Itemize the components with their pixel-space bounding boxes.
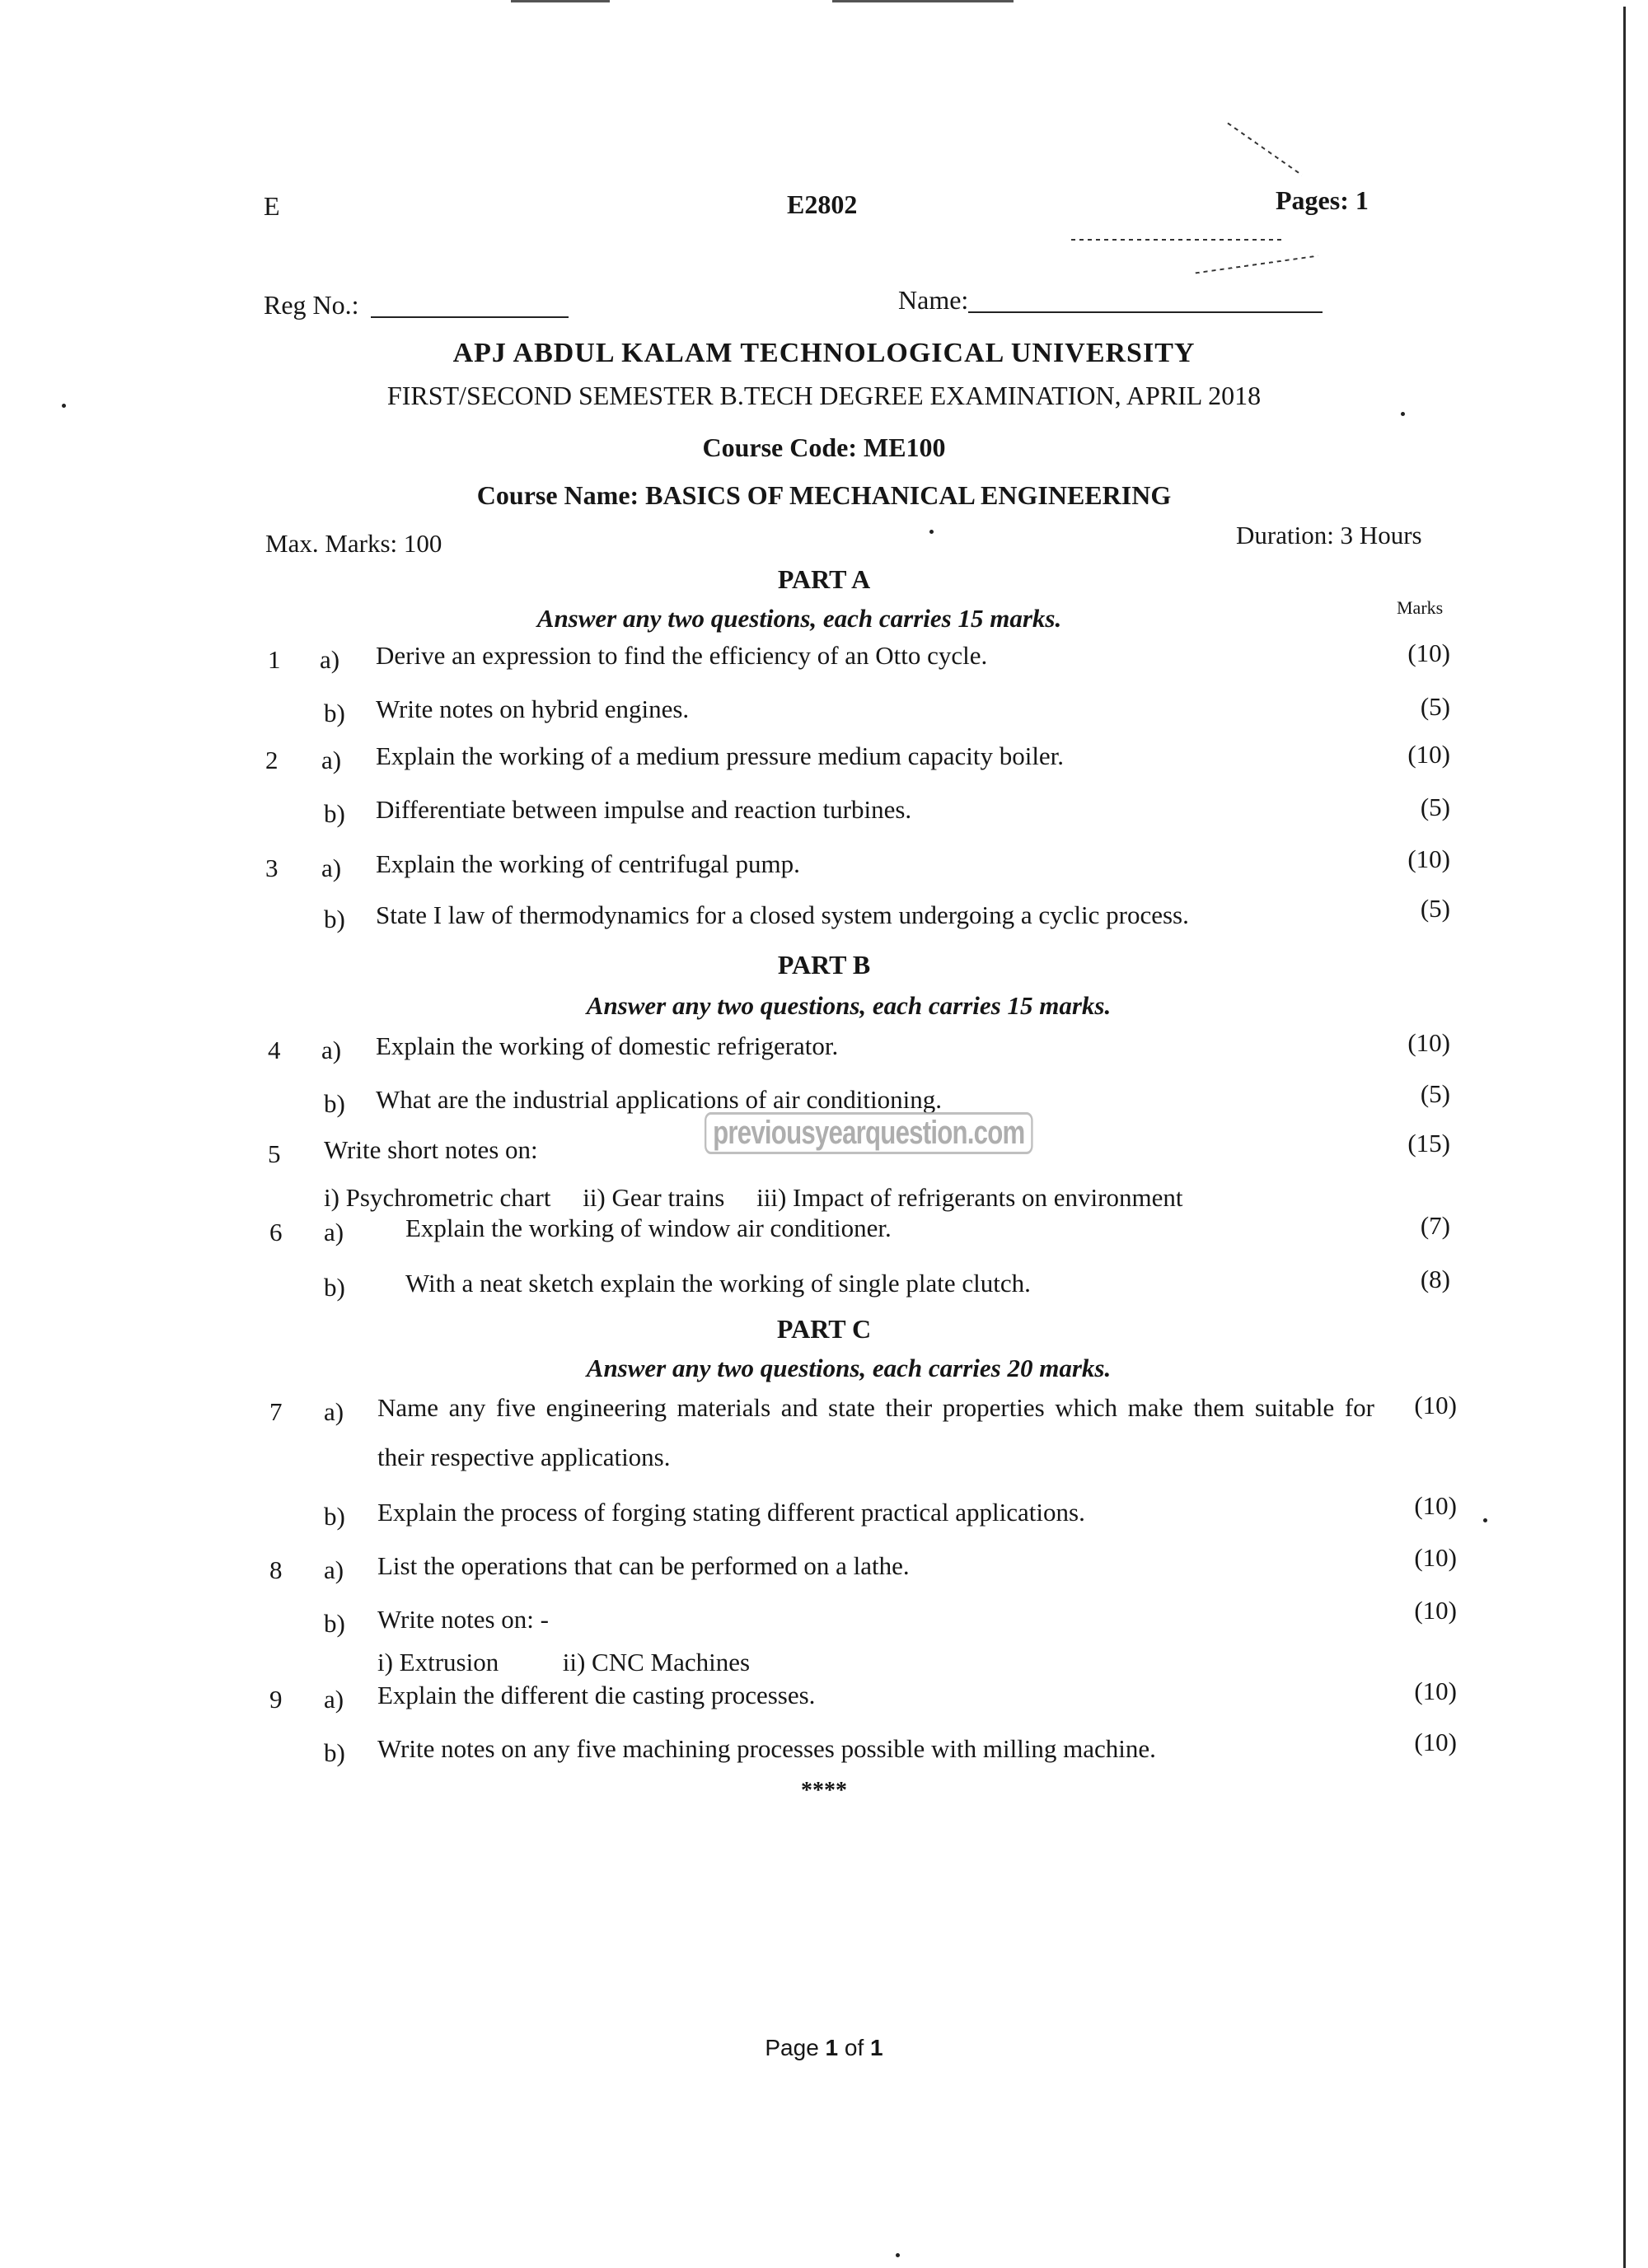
question-sub-label: b) [324, 699, 345, 727]
question-marks: (10) [1414, 1491, 1457, 1520]
question-marks: (10) [1407, 844, 1450, 873]
question-text: Write short notes on: [324, 1135, 538, 1164]
duration: Duration: 3 Hours [1236, 521, 1422, 549]
marks-column-heading: Marks [1397, 597, 1444, 618]
question-text: State I law of thermodynamics for a closed system undergoing a cyclic process. [376, 900, 1189, 929]
question-marks: (7) [1420, 1211, 1450, 1240]
paper-code: E2802 [787, 189, 858, 219]
part-b-instruction: Answer any two questions, each carries 15 marks. [586, 991, 1112, 1020]
question-number: 6 [269, 1218, 283, 1246]
part-c-instruction: Answer any two questions, each carries 20 marks. [586, 1354, 1112, 1382]
question-sub-label: b) [324, 1609, 345, 1638]
question-marks: (10) [1414, 1676, 1457, 1705]
question-number: 9 [269, 1685, 283, 1714]
question-number: 8 [269, 1555, 283, 1584]
question-text: List the operations that can be performed on a lathe. [377, 1551, 910, 1580]
question-subitems: i) Psychrometric chart ii) Gear trains iii) Impact of refrigerants on environment [324, 1183, 1183, 1212]
question-text: Differentiate between impulse and reaction turbines. [376, 795, 912, 824]
question-marks: (5) [1420, 692, 1450, 721]
scan-pencil-mark [1227, 123, 1302, 176]
scan-speck [1401, 412, 1405, 416]
scan-pencil-mark [1196, 255, 1318, 274]
watermark-logo: previousyearquestion.com [705, 1112, 1033, 1154]
question-marks: (10) [1407, 638, 1450, 667]
question-text: Write notes on: - [377, 1605, 549, 1634]
question-sub-label: a) [324, 1397, 344, 1426]
question-marks: (5) [1420, 894, 1450, 923]
end-of-paper-marker: **** [801, 1778, 847, 1803]
question-sub-label: a) [321, 746, 342, 774]
question-sub-label: a) [321, 853, 342, 882]
question-text: Derive an expression to find the efficiency of an Otto cycle. [376, 641, 988, 670]
question-sub-label: b) [324, 1273, 345, 1302]
part-a-title: PART A [777, 564, 871, 594]
question-text: What are the industrial applications of air conditioning. [376, 1085, 942, 1114]
series-code: E [264, 191, 280, 221]
question-marks: (8) [1420, 1265, 1450, 1293]
question-text: With a neat sketch explain the working of single plate clutch. [405, 1269, 1031, 1298]
question-marks: (10) [1414, 1728, 1457, 1756]
question-subitems: i) Extrusion ii) CNC Machines [377, 1648, 751, 1676]
question-number: 4 [268, 1036, 281, 1064]
question-text: Explain the working of domestic refrigerator. [376, 1031, 839, 1060]
footer-middle: of [838, 2035, 871, 2060]
question-text: Explain the process of forging stating different practical applications. [377, 1498, 1085, 1527]
max-marks: Max. Marks: 100 [265, 529, 442, 558]
question-text: Write notes on hybrid engines. [376, 694, 690, 723]
name-field[interactable] [968, 311, 1323, 313]
pages-count: Pages: 1 [1276, 185, 1369, 215]
part-b-title: PART B [777, 950, 871, 980]
question-sub-label: b) [324, 1502, 345, 1531]
question-sub-label: b) [324, 1089, 345, 1118]
course-name: Course Name: BASICS OF MECHANICAL ENGINEERING [476, 480, 1172, 510]
question-sub-label: a) [324, 1555, 344, 1584]
scan-speck [896, 2253, 900, 2257]
question-marks: (10) [1414, 1391, 1457, 1419]
course-code: Course Code: ME100 [702, 433, 946, 462]
name-label: Name: [898, 285, 969, 315]
question-marks: (10) [1414, 1596, 1457, 1625]
question-sub-label: a) [321, 1036, 342, 1064]
question-marks: (5) [1420, 793, 1450, 821]
question-marks: (10) [1407, 740, 1450, 769]
scan-pencil-mark [1071, 239, 1285, 241]
part-a-instruction: Answer any two questions, each carries 15 marks. [536, 604, 1062, 633]
question-marks: (10) [1414, 1543, 1457, 1572]
question-number: 1 [268, 645, 281, 674]
question-text: Explain the working of window air conditioner. [405, 1213, 892, 1242]
question-text: Name any five engineering materials and state their properties which make them suitable for their respective applications. [377, 1393, 1374, 1471]
scan-edge-mark [511, 0, 610, 2]
question-text: Explain the working of centrifugal pump. [376, 849, 800, 878]
question-marks: (10) [1407, 1028, 1450, 1057]
footer-page-number: 1 [825, 2035, 839, 2060]
exam-title: FIRST/SECOND SEMESTER B.TECH DEGREE EXAMINATION, APRIL 2018 [386, 381, 1262, 410]
question-number: 5 [268, 1139, 281, 1168]
question-marks: (5) [1420, 1079, 1450, 1108]
footer-page-total: 1 [870, 2035, 883, 2060]
question-text: Write notes on any five machining processes possible with milling machine. [377, 1734, 1156, 1763]
footer-prefix: Page [765, 2035, 826, 2060]
question-marks: (15) [1407, 1129, 1450, 1157]
question-sub-label: a) [324, 1218, 344, 1246]
university-title: APJ ABDUL KALAM TECHNOLOGICAL UNIVERSITY [452, 338, 1196, 368]
question-sub-label: b) [324, 905, 345, 933]
question-number: 7 [269, 1397, 283, 1426]
question-text: Explain the working of a medium pressure medium capacity boiler. [376, 741, 1065, 770]
part-c-title: PART C [776, 1314, 872, 1344]
page-footer [0, 2035, 1648, 2061]
question-sub-label: a) [320, 645, 340, 674]
question-number: 3 [265, 853, 279, 882]
question-sub-label: b) [324, 1738, 345, 1767]
reg-no-label: Reg No.: [264, 290, 359, 320]
question-text: Explain the different die casting processes. [377, 1681, 816, 1709]
reg-no-field[interactable] [371, 316, 569, 318]
question-sub-label: b) [324, 799, 345, 828]
scan-speck [929, 530, 934, 534]
scan-edge-mark [832, 0, 1014, 2]
question-sub-label: a) [324, 1685, 344, 1714]
question-number: 2 [265, 746, 279, 774]
